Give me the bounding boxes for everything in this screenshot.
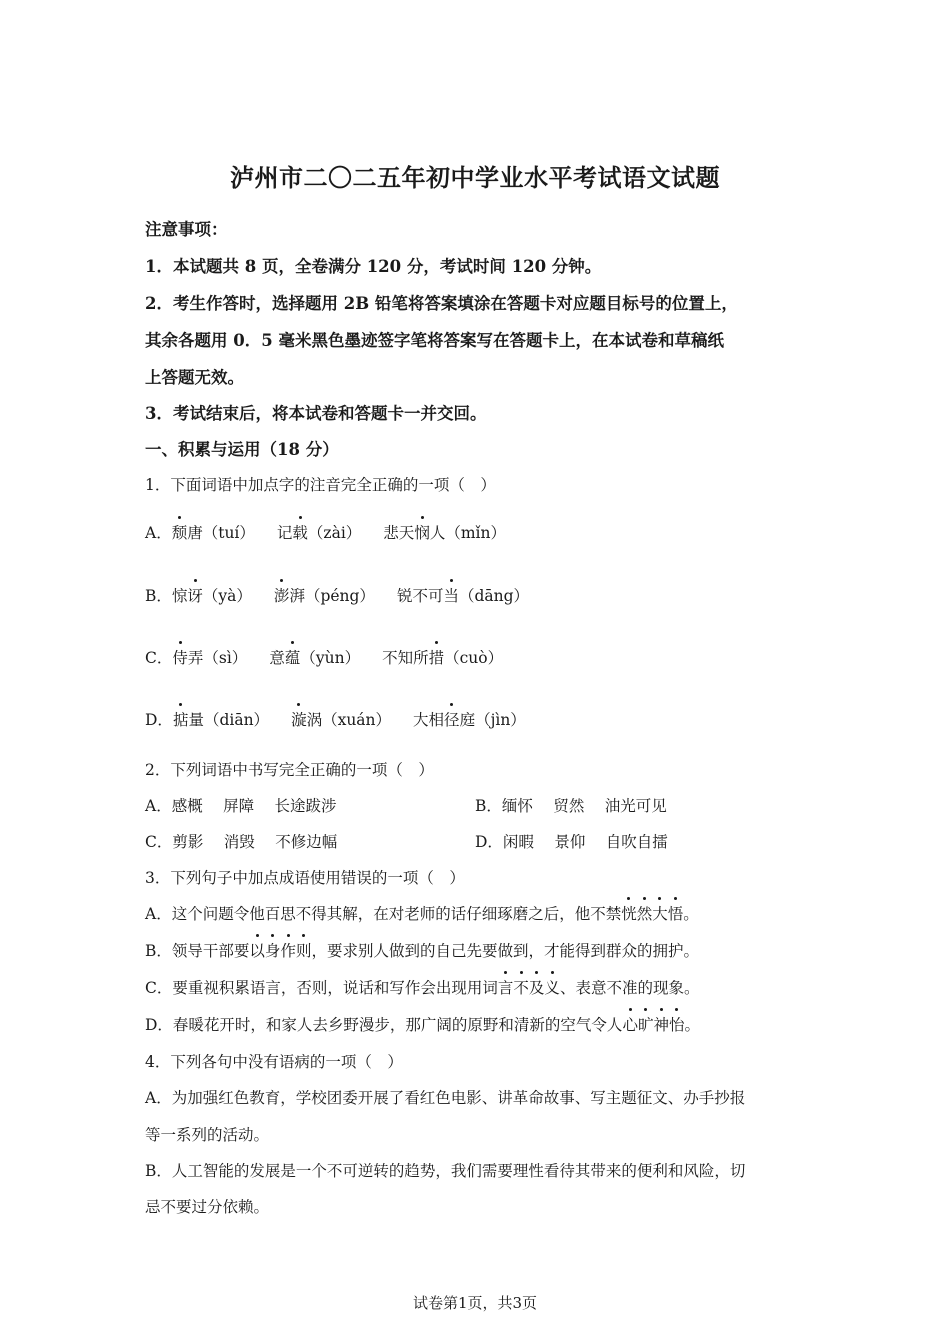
emphasis-char: 旷 <box>638 1013 654 1035</box>
q4-option-b-line-1: B．人工智能的发展是一个不可逆转的趋势，我们需要理性看待其带来的便利和风险，切 <box>145 1162 746 1180</box>
emphasis-char: 恍 <box>621 902 637 924</box>
emphasis-char: 身 <box>265 939 281 961</box>
emphasis-char: 蕴 <box>285 646 301 668</box>
q1-stem: 1．下面词语中加点字的注音完全正确的一项（ ） <box>145 476 496 494</box>
page-title: 泸州市二〇二五年初中学业水平考试语文试题 <box>230 163 720 192</box>
notice-heading: 注意事项： <box>145 220 228 239</box>
q4-option-b-line-2: 忌不要过分依赖。 <box>145 1198 270 1216</box>
q3-stem: 3．下列句子中加点成语使用错误的一项（ ） <box>145 869 465 887</box>
emphasis-char: 言 <box>498 976 514 998</box>
q4-option-a-line-1: A．为加强红色教育，学校团委开展了看红色电影、讲革命故事、写主题征文、办手抄报 <box>145 1089 746 1107</box>
q3-option-c: C．要重视积累语言，否则，说话和写作会出现用词言不及义、表意不准的现象。 <box>145 976 699 998</box>
q2-stem: 2．下列词语中书写完全正确的一项（ ） <box>145 761 434 779</box>
emphasis-char: 措 <box>429 646 445 668</box>
emphasis-char: 径 <box>444 708 460 730</box>
emphasis-char: 讶 <box>187 584 203 606</box>
emphasis-char: 及 <box>529 976 545 998</box>
emphasis-char: 澎 <box>274 584 290 606</box>
emphasis-char: 侍 <box>172 646 188 668</box>
q1-option-c: C．侍弄（sì） 意蕴（yùn） 不知所措（cuò） <box>145 646 503 668</box>
q1-option-b: B．惊讶（yà） 澎湃（péng） 锐不可当（dāng） <box>145 584 529 606</box>
notice-item-1: 1．本试题共 8 页，全卷满分 120 分，考试时间 120 分钟。 <box>145 257 602 276</box>
notice-item-2-line-3: 上答题无效。 <box>145 368 244 387</box>
notice-item-2-line-2: 其余各题用 0．5 毫米黑色墨迹签字笔将答案写在答题卡上，在本试卷和草稿纸 <box>145 331 724 350</box>
emphasis-char: 神 <box>653 1013 669 1035</box>
page-footer: 试卷第1页，共3页 <box>412 1294 538 1312</box>
q2-option-a: A．感概 屏障 长途跋涉 <box>145 797 337 815</box>
notice-item-3: 3．考试结束后，将本试卷和答题卡一并交回。 <box>145 404 487 423</box>
q2-option-d: D．闲暇 景仰 自吹自擂 <box>475 833 668 851</box>
q2-option-c: C．剪影 消毁 不修边幅 <box>145 833 338 851</box>
emphasis-char: 当 <box>443 584 459 606</box>
emphasis-char: 载 <box>292 521 308 543</box>
emphasis-char: 漩 <box>291 708 307 730</box>
section-1-heading: 一、积累与运用（18 分） <box>145 440 339 459</box>
emphasis-char: 悯 <box>414 521 430 543</box>
q3-option-b: B．领导干部要以身作则，要求别人做到的自己先要做到，才能得到群众的拥护。 <box>145 939 699 961</box>
emphasis-char: 掂 <box>173 708 189 730</box>
q4-option-a-line-2: 等一系列的活动。 <box>145 1126 270 1144</box>
q1-option-a: A．颓唐（tuí） 记载（zài） 悲天悯人（mǐn） <box>145 521 506 543</box>
q3-option-a: A．这个问题令他百思不得其解，在对老师的话仔细琢磨之后，他不禁恍然大悟。 <box>145 902 699 924</box>
q1-option-d: D．掂量（diān） 漩涡（xuán） 大相径庭（jìn） <box>145 708 526 730</box>
emphasis-char: 以 <box>249 939 265 961</box>
notice-item-2-line-1: 2．考生作答时，选择题用 2B 铅笔将答案填涂在答题卡对应题目标号的位置上， <box>145 294 738 313</box>
emphasis-char: 不 <box>513 976 529 998</box>
emphasis-char: 义 <box>544 976 560 998</box>
q4-stem: 4．下列各句中没有语病的一项（ ） <box>145 1053 403 1071</box>
emphasis-char: 作 <box>280 939 296 961</box>
emphasis-char: 然 <box>637 902 653 924</box>
emphasis-char: 悟 <box>668 902 684 924</box>
q2-option-b: B．缅怀 贸然 油光可见 <box>475 797 667 815</box>
emphasis-char: 心 <box>622 1013 638 1035</box>
q3-option-d: D．春暖花开时，和家人去乡野漫步，那广阔的原野和清新的空气令人心旷神怡。 <box>145 1013 700 1035</box>
emphasis-char: 怡 <box>669 1013 685 1035</box>
emphasis-char: 则 <box>296 939 312 961</box>
emphasis-char: 颓 <box>172 521 188 543</box>
emphasis-char: 大 <box>652 902 668 924</box>
